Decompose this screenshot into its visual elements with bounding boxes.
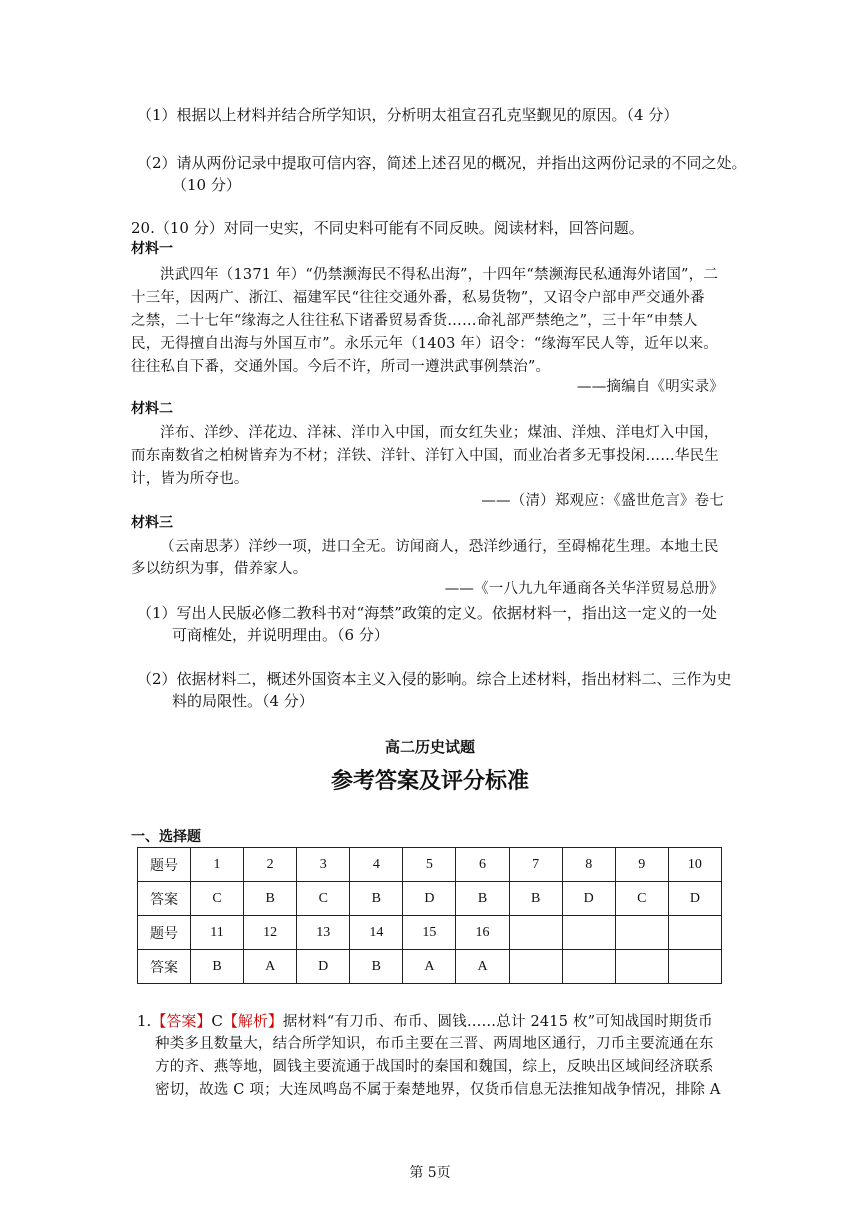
table-cell: 11 — [191, 916, 244, 950]
table-cell: D — [562, 882, 615, 916]
table-cell: C — [615, 882, 668, 916]
table-cell: B — [191, 950, 244, 984]
material1-line: 民，无得擅自出海与外国互市”。永乐元年（1403 年）诏令：“缘海军民人等，近年以来。 — [131, 336, 718, 352]
table-row — [138, 950, 722, 984]
table-cell: 16 — [456, 916, 509, 950]
table-cell: 7 — [509, 848, 562, 882]
material2-title: 材料二 — [131, 401, 173, 417]
material3-title: 材料三 — [131, 515, 173, 531]
table-cell: B — [350, 950, 403, 984]
material1-line: 十三年，因两广、浙江、福建军民“往往交通外番，私易货物”，又诏令户部申严交通外番 — [131, 290, 705, 306]
explain-line: 种类多且数量大，结合所学知识，布币主要在三晋、两周地区通行，刀币主要流通在东 — [155, 1036, 714, 1052]
table-cell: A — [244, 950, 297, 984]
answer-table — [137, 847, 722, 984]
table-cell: 12 — [244, 916, 297, 950]
table-cell: D — [297, 950, 350, 984]
material3-source: ——《一八九九年通商各关华洋贸易总册》 — [444, 581, 724, 597]
table-cell: B — [509, 882, 562, 916]
material2-line: 而东南数省之柏树皆弃为不材；洋铁、洋针、洋钉入中国，而业冶者多无事投闲……华民生 — [131, 448, 719, 464]
table-cell: 9 — [615, 848, 668, 882]
table-cell — [509, 950, 562, 984]
table-row — [138, 916, 722, 950]
table-cell: 4 — [350, 848, 403, 882]
q19-sub2-line2: （10 分） — [172, 176, 241, 194]
table-cell: A — [403, 950, 456, 984]
material2-source: ——（清）郑观应：《盛世危言》卷七 — [481, 493, 724, 509]
q20-intro: 20.（10 分）对同一史实，不同史料可能有不同反映。阅读材料，回答问题。 — [131, 219, 644, 237]
table-cell: C — [297, 882, 350, 916]
material2-line: 计，皆为所夺也。 — [131, 471, 249, 487]
explain-line-1 — [137, 1011, 713, 1032]
row-label: 答案 — [138, 950, 191, 984]
row-label: 题号 — [138, 916, 191, 950]
table-cell: 15 — [403, 916, 456, 950]
table-cell — [615, 950, 668, 984]
row-label: 题号 — [138, 848, 191, 882]
section-choice-heading: 一、选择题 — [131, 829, 201, 845]
table-cell: 5 — [403, 848, 456, 882]
q19-sub1: （1）根据以上材料并结合所学知识，分析明太祖宣召孔克坚觐见的原因。（4 分） — [137, 106, 679, 124]
explain-number: 1. — [137, 1012, 152, 1030]
q20-sub2-line1: （2）依据材料二，概述外国资本主义入侵的影响。综合上述材料，指出材料二、三作为史 — [137, 670, 732, 688]
material3-line: 多以纺织为事，借养家人。 — [131, 561, 308, 577]
table-row — [138, 882, 722, 916]
table-cell: B — [456, 882, 509, 916]
explain-line: 密切，故选 C 项；大连凤鸣岛不属于秦楚地界，仅货币信息无法推知战争情况，排除 A — [155, 1082, 721, 1098]
row-label: 答案 — [138, 882, 191, 916]
answer-value: C — [211, 1012, 223, 1030]
table-cell: D — [668, 882, 721, 916]
material3-line: （云南思茅）洋纱一项，进口全无。访闻商人，恐洋纱通行，至碍棉花生理。本地土民 — [160, 539, 719, 555]
table-cell: 3 — [297, 848, 350, 882]
table-cell — [668, 916, 721, 950]
table-cell: C — [191, 882, 244, 916]
table-cell: B — [244, 882, 297, 916]
table-row — [138, 848, 722, 882]
material2-line: 洋布、洋纱、洋花边、洋袜、洋巾入中国，而女红失业；煤油、洋烛、洋电灯入中国， — [160, 425, 719, 441]
answers-title: 参考答案及评分标准 — [330, 769, 529, 794]
explain-line: 方的齐、燕等地，圆钱主要流通于战国时的秦国和魏国，综上，反映出区域间经济联系 — [155, 1059, 714, 1075]
material1-source: ——摘编自《明实录》 — [577, 379, 724, 395]
q19-sub2-line1: （2）请从两份记录中提取可信内容，简述上述召见的概况，并指出这两份记录的不同之处。 — [137, 154, 747, 172]
table-cell — [562, 916, 615, 950]
table-cell: 1 — [191, 848, 244, 882]
explain-text: 据材料“有刀币、布币、圆钱……总计 2415 枚”可知战国时期货币 — [282, 1014, 713, 1030]
page-number: 第 5页 — [409, 1165, 451, 1181]
q20-sub2-line2: 料的局限性。（4 分） — [172, 692, 314, 710]
material1-line: 往往私自下番，交通外国。今后不许，所司一遵洪武事例禁治”。 — [131, 359, 551, 375]
material1-line: 洪武四年（1371 年）“仍禁濒海民不得私出海”，十四年“禁濒海民私通海外诸国”，二 — [160, 267, 719, 283]
table-cell: 2 — [244, 848, 297, 882]
material1-line: 之禁，二十七年“缘海之人往往私下诸番贸易香货……命礼部严禁绝之”，三十年“申禁人 — [131, 313, 698, 329]
table-cell: A — [456, 950, 509, 984]
table-cell: 14 — [350, 916, 403, 950]
table-cell: D — [403, 882, 456, 916]
table-cell — [562, 950, 615, 984]
table-cell — [509, 916, 562, 950]
material1-title: 材料一 — [131, 241, 173, 257]
table-cell — [668, 950, 721, 984]
table-cell: 6 — [456, 848, 509, 882]
analysis-tag: 【解析】 — [222, 1012, 283, 1030]
table-cell: B — [350, 882, 403, 916]
q20-sub1-line2: 可商榷处，并说明理由。（6 分） — [172, 626, 389, 644]
table-cell: 10 — [668, 848, 721, 882]
table-cell: 13 — [297, 916, 350, 950]
q20-sub1-line1: （1）写出人民版必修二教科书对“海禁”政策的定义。依据材料一，指出这一定义的一处 — [137, 604, 717, 622]
answers-subtitle: 高二历史试题 — [384, 738, 475, 756]
answer-tag: 【答案】 — [151, 1012, 212, 1030]
table-cell: 8 — [562, 848, 615, 882]
table-cell — [615, 916, 668, 950]
